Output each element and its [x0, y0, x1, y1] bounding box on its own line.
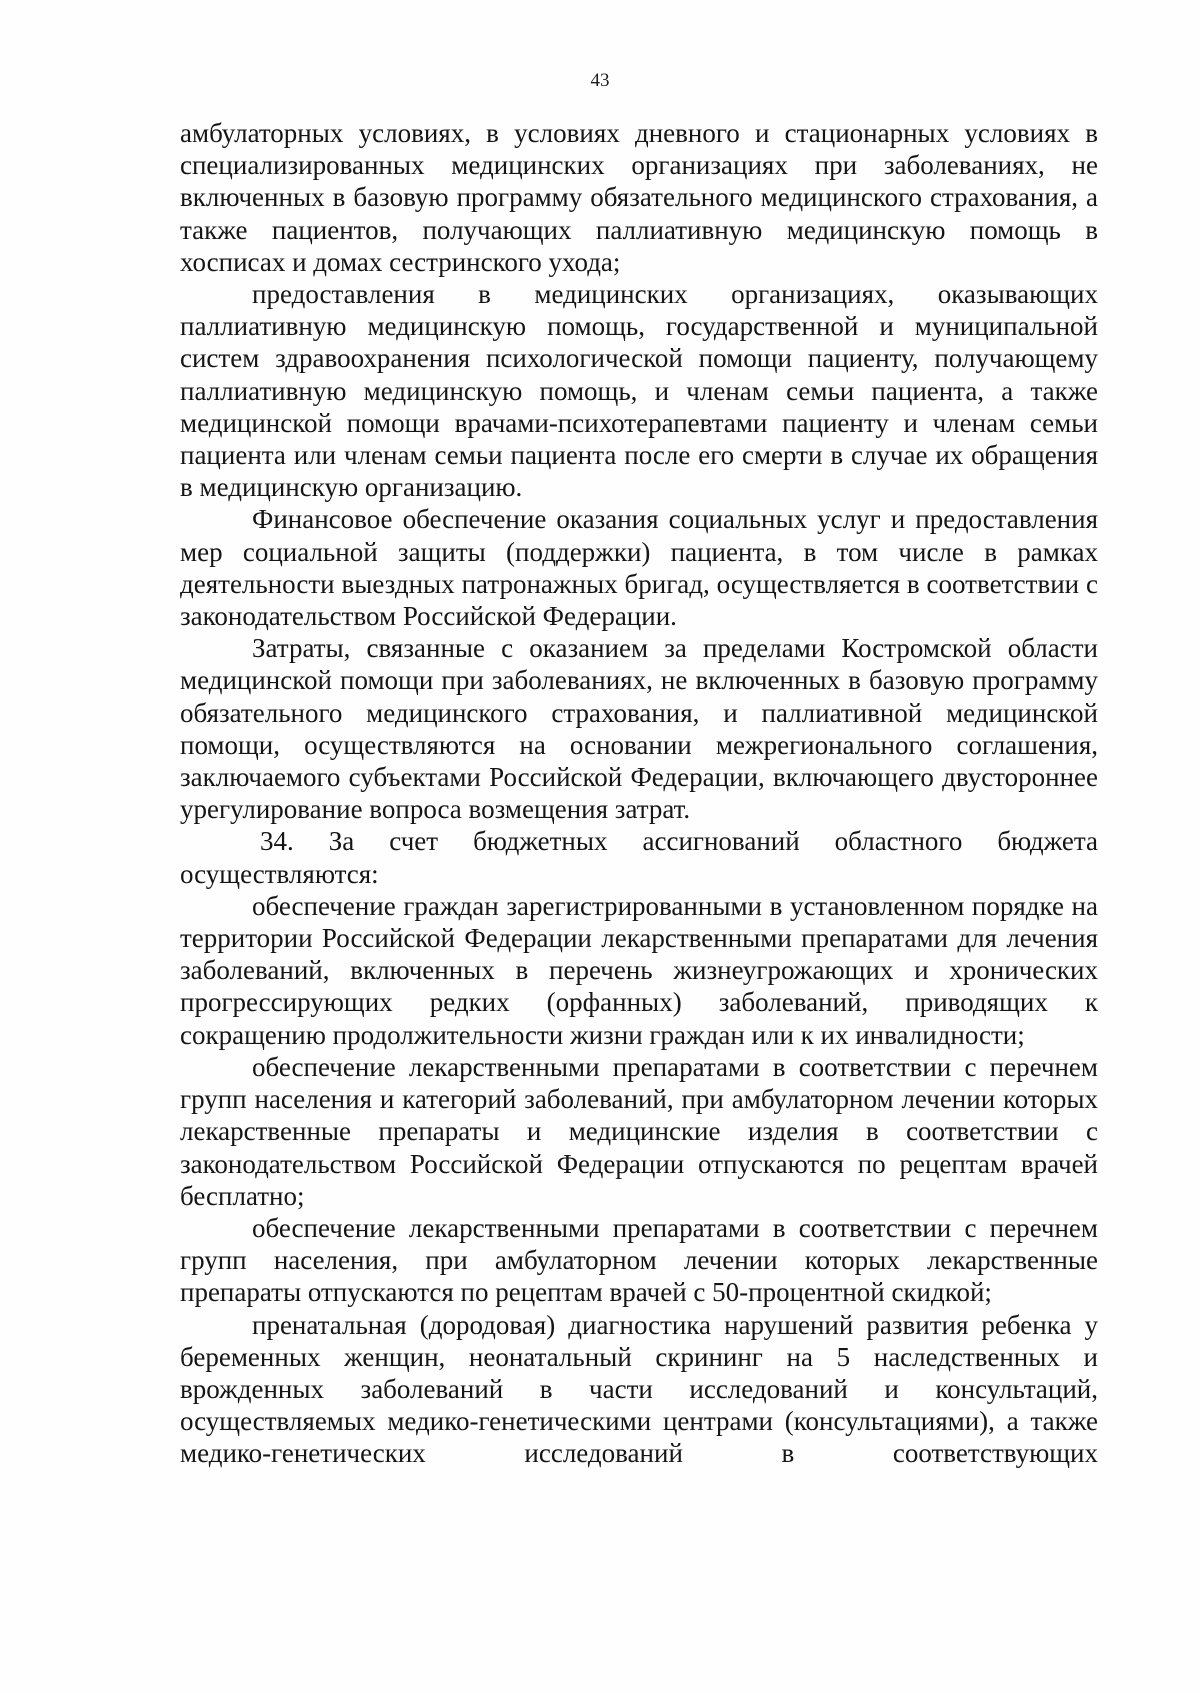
document-body — [180, 117, 1098, 1470]
paragraph-discount-prescriptions: обеспечение лекарственными препаратами в соответствии с перечнем групп населения, при амбулаторном лечении которых лекарственные препараты отпускаются по рецептам врачей с 50-процентной скидкой; — [180, 1212, 1098, 1308]
paragraph-clause-34: 34. За счет бюджетных ассигнований областного бюджета осуществляются: — [180, 826, 1098, 889]
paragraph-prenatal-diagnostics: пренатальная (дородовая) диагностика нарушений развития ребенка у беременных женщин, неонатальный скрининг на 5 наследственных и врожденных заболеваний в части исследований и консультаций, осуществляемых медико-генетическими центрами (консультациями), а также медико-генетических исследований в соответствующих — [180, 1309, 1098, 1469]
paragraph-psychological-help: предоставления в медицинских организациях, оказывающих паллиативную медицинскую помощь, государственной и муниципальной систем здравоохранения психологической помощи пациенту, получающему паллиативную медицинскую помощь, и членам семьи пациента, а также медицинской помощи врачами-психотерапевтами пациенту и членам семьи пациента или членам семьи пациента после его смерти в случае их обращения в медицинскую организацию. — [180, 279, 1098, 503]
paragraph-free-prescriptions: обеспечение лекарственными препаратами в соответствии с перечнем групп населения и категорий заболеваний, при амбулаторном лечении которых лекарственные препараты и медицинские изделия в соответствии с законодательством Российской Федерации отпускаются по рецептам врачей бесплатно; — [180, 1051, 1098, 1211]
paragraph-costs-outside-region: Затраты, связанные с оказанием за пределами Костромской области медицинской помощи при заболеваниях, не включенных в базовую программу обязательного медицинского страхования, и паллиативной медицинской помощи, осуществляются на основании межрегионального соглашения, заключаемого субъектами Российской Федерации, включающего двустороннее урегулирование вопроса возмещения затрат. — [180, 633, 1098, 825]
paragraph-continuation: амбулаторных условиях, в условиях дневного и стационарных условиях в специализированных медицинских организациях при заболеваниях, не включенных в базовую программу обязательного медицинского страхования, а также пациентов, получающих паллиативную медицинскую помощь в хосписах и домах сестринского ухода; — [180, 118, 1098, 277]
page-number: 43 — [590, 70, 610, 91]
paragraph-orphan-drugs: обеспечение граждан зарегистрированными в установленном порядке на территории Российской Федерации лекарственными препаратами для лечения заболеваний, включенных в перечень жизнеугрожающих и хронических прогрессирующих редких (орфанных) заболеваний, приводящих к сокращению продолжительности жизни граждан или к их инвалидности; — [180, 890, 1098, 1050]
paragraph-financial-support: Финансовое обеспечение оказания социальных услуг и предоставления мер социальной защиты (поддержки) пациента, в том числе в рамках деятельности выездных патронажных бригад, осуществляется в соответствии с законодательством Российской Федерации. — [180, 504, 1098, 632]
